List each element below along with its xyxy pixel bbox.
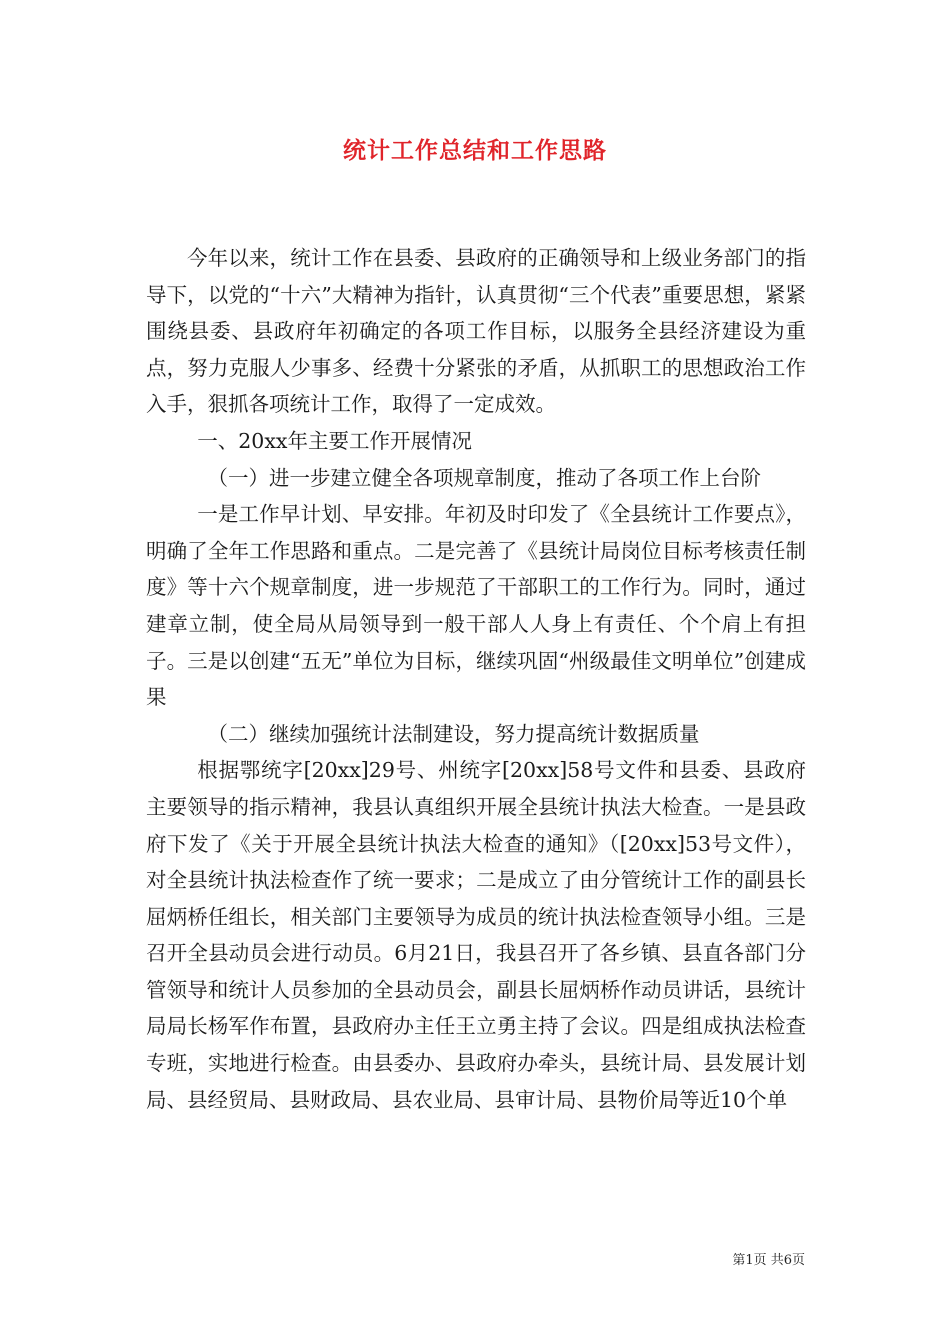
document-body [146, 240, 806, 1118]
subsection-heading-1: （一）进一步建立健全各项规章制度，推动了各项工作上台阶 [207, 465, 761, 490]
subsection-1-paragraph: 一是工作早计划、早安排。年初及时印发了《全县统计工作要点》，明确了全年工作思路和重点。二是完善了《县统计局岗位目标考核责任制度》等十六个规章制度，进一步规范了干部职工的工作行为。同时，通过建章立制，使全局从局领导到一般干部人人身上有责任、个个肩上有担子。三是以创建“五无”单位为目标，继续巩固“州级最佳文明单位”创建成果 [146, 502, 806, 710]
subsection-heading-2: （二）继续加强统计法制建设，努力提高统计数据质量 [207, 721, 700, 746]
section-heading-1: 一、20xx年主要工作开展情况 [197, 428, 472, 453]
page-number-footer: 第1页 共6页 [732, 1253, 805, 1268]
intro-paragraph: 今年以来，统计工作在县委、县政府的正确领导和上级业务部门的指导下，以党的“十六”大精神为指针，认真贯彻“三个代表”重要思想，紧紧围绕县委、县政府年初确定的各项工作目标，以服务全县经济建设为重点，努力克服人少事多、经费十分紧张的矛盾，从抓职工的思想政治工作入手，狠抓各项统计工作，取得了一定成效。 [146, 246, 806, 417]
subsection-2-paragraph: 根据鄂统字[20xx]29号、州统字[20xx]58号文件和县委、县政府主要领导的指示精神，我县认真组织开展全县统计执法大检查。一是县政府下发了《关于开展全县统计执法大检查的通知》（[20xx]53号文件），对全县统计执法检查作了统一要求；二是成立了由分管统计工作的副县长屈炳桥任组长，相关部门主要领导为成员的统计执法检查领导小组。三是召开全县动员会进行动员。6月21日，我县召开了各乡镇、县直各部门分管领导和统计人员参加的全县动员会，副县长屈炳桥作动员讲话，县统计局局长杨军作布置，县政府办主任王立勇主持了会议。四是组成执法检查专班，实地进行检查。由县委办、县政府办牵头，县统计局、县发展计划局、县经贸局、县财政局、县农业局、县审计局、县物价局等近10个单 [146, 758, 806, 1112]
document-title: 统计工作总结和工作思路 [343, 137, 607, 164]
